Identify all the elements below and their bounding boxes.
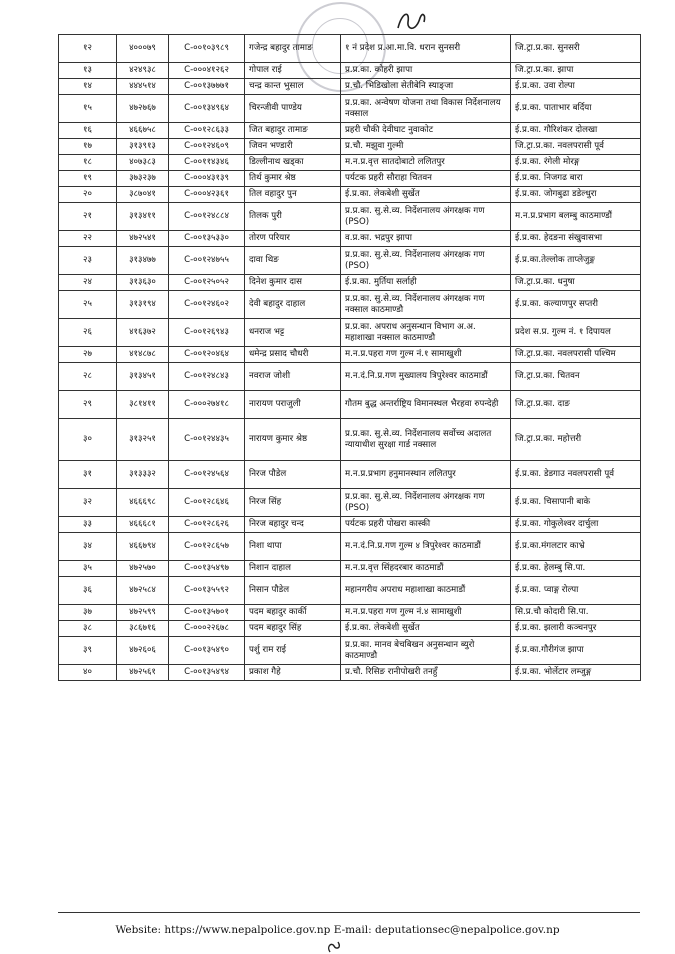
- table-row: [59, 155, 641, 171]
- signature-mark: [392, 6, 432, 36]
- transfer-office-cell: ई.प्र.का. उवा रोल्पा: [511, 79, 641, 95]
- police-id-cell: ३१३९१३: [117, 139, 169, 155]
- current-office-cell: प्र.प्र.का. सु.से.व्य. निर्देशनालय अंगरक्षक गण (PSO): [341, 203, 511, 231]
- name-cell: चन्द्र कान्त भुसाल: [245, 79, 341, 95]
- table-row: [59, 247, 641, 275]
- transfer-office-cell: जि.ट्रा.प्र.का. नवलपरासी पश्चिम: [511, 347, 641, 363]
- serial-number-cell: ३३: [59, 517, 117, 533]
- police-id-cell: ३८१४११: [117, 391, 169, 419]
- current-office-cell: प्र.चौ. मझुवा गुल्मी: [341, 139, 511, 155]
- table-row: [59, 231, 641, 247]
- serial-number-cell: २८: [59, 363, 117, 391]
- serial-number-cell: १६: [59, 123, 117, 139]
- table-row: [59, 95, 641, 123]
- current-office-cell: ई.प्र.का. लेकबेशी सुर्खेत: [341, 187, 511, 203]
- name-cell: तिर्थ कुमार श्रेष्ठ: [245, 171, 341, 187]
- name-cell: तिल वहादुर पुन: [245, 187, 341, 203]
- name-cell: तिलक पुरी: [245, 203, 341, 231]
- employee-code-cell: C-००१२०४६४: [169, 347, 245, 363]
- serial-number-cell: ३८: [59, 621, 117, 637]
- police-id-cell: ४०००७९: [117, 35, 169, 63]
- employee-code-cell: C-००१०३९८९: [169, 35, 245, 63]
- employee-code-cell: C-००१३७७७१: [169, 79, 245, 95]
- serial-number-cell: २९: [59, 391, 117, 419]
- table-row: [59, 123, 641, 139]
- police-id-cell: ४४४५१४: [117, 79, 169, 95]
- employee-code-cell: C-००१३४९६४: [169, 95, 245, 123]
- employee-code-cell: C-००१२८६५७: [169, 533, 245, 561]
- name-cell: निरज बहादुर चन्द: [245, 517, 341, 533]
- current-office-cell: ई.प्र.का. मुर्तिया सर्लाही: [341, 275, 511, 291]
- employee-code-cell: C-०००२७४१८: [169, 391, 245, 419]
- table-row: [59, 621, 641, 637]
- name-cell: गोपाल राई: [245, 63, 341, 79]
- transfer-office-cell: ई.प्र.का. जोगबुढा डडेल्धुरा: [511, 187, 641, 203]
- transfer-office-cell: ई.प्र.का.गौरीगंज झापा: [511, 637, 641, 665]
- current-office-cell: म.न.प्र.वृत्त सातदोबाटो ललितपुर: [341, 155, 511, 171]
- serial-number-cell: १३: [59, 63, 117, 79]
- current-office-cell: प्र.प्र.का. सु.से.व्य. निर्देशनालय अंगरक्षक गण (PSO): [341, 489, 511, 517]
- employee-code-cell: C-००११४३४६: [169, 155, 245, 171]
- transfer-office-cell: जि.ट्रा.प्र.का. नवलपरासी पूर्व: [511, 139, 641, 155]
- current-office-cell: पर्यटक प्रहरी सौराहा चितवन: [341, 171, 511, 187]
- employee-code-cell: C-००१२४७५५: [169, 247, 245, 275]
- employee-code-cell: C-००१२४४३५: [169, 419, 245, 461]
- name-cell: गजेन्द्र बहादुर तामाङ: [245, 35, 341, 63]
- serial-number-cell: ३०: [59, 419, 117, 461]
- police-id-cell: ३१३६३०: [117, 275, 169, 291]
- employee-code-cell: C-००१२८६३३: [169, 123, 245, 139]
- transfer-office-cell: ई.प्र.का. झलारी कञ्चनपुर: [511, 621, 641, 637]
- employee-code-cell: C-००१२४८४३: [169, 363, 245, 391]
- transfer-office-cell: ई.प्र.का. पाताभार बर्दिया: [511, 95, 641, 123]
- transfer-office-cell: सि.प्र.चौ कोदारी सि.पा.: [511, 605, 641, 621]
- serial-number-cell: १९: [59, 171, 117, 187]
- table-row: [59, 203, 641, 231]
- deputation-table: [58, 34, 640, 681]
- employee-code-cell: C-००१३५३३०: [169, 231, 245, 247]
- name-cell: नारायण कुमार श्रेष्ठ: [245, 419, 341, 461]
- employee-code-cell: C-०००२२६७८: [169, 621, 245, 637]
- transfer-office-cell: ई.प्र.का. रंगेली मोरङ्ग: [511, 155, 641, 171]
- serial-number-cell: २३: [59, 247, 117, 275]
- transfer-office-cell: प्रदेश स.प्र. गुल्म नं. १ दिपायल: [511, 319, 641, 347]
- table-row: [59, 187, 641, 203]
- name-cell: पर्शु राम राई: [245, 637, 341, 665]
- table-row: [59, 419, 641, 461]
- table-row: [59, 577, 641, 605]
- table-row: [59, 79, 641, 95]
- table-row: [59, 139, 641, 155]
- transfer-office-cell: ई.प्र.का. निजगढ बारा: [511, 171, 641, 187]
- serial-number-cell: १४: [59, 79, 117, 95]
- current-office-cell: १ नं प्रदेश प्र.आ.मा.वि. धरान सुनसरी: [341, 35, 511, 63]
- serial-number-cell: ३५: [59, 561, 117, 577]
- table-row: [59, 637, 641, 665]
- transfer-office-cell: ई.प्र.का.तेल्लोक ताप्लेजुङ्ग: [511, 247, 641, 275]
- employee-code-cell: C-००१२४५६४: [169, 461, 245, 489]
- footer-divider: [58, 912, 640, 913]
- name-cell: दिनेश कुमार दास: [245, 275, 341, 291]
- serial-number-cell: १२: [59, 35, 117, 63]
- table-row: [59, 517, 641, 533]
- serial-number-cell: ३४: [59, 533, 117, 561]
- name-cell: जित बहादुर तामाङ: [245, 123, 341, 139]
- current-office-cell: म.न.प्र.प्रभाग हनुमानस्थान ललितपुर: [341, 461, 511, 489]
- table-row: [59, 665, 641, 681]
- police-id-cell: ४६६७९४: [117, 533, 169, 561]
- employee-code-cell: C-००१२८६२६: [169, 517, 245, 533]
- serial-number-cell: ३२: [59, 489, 117, 517]
- serial-number-cell: ३७: [59, 605, 117, 621]
- employee-code-cell: C-००१३५४९०: [169, 637, 245, 665]
- police-id-cell: ४१४८७८: [117, 347, 169, 363]
- name-cell: निरज पौडेल: [245, 461, 341, 489]
- serial-number-cell: ३६: [59, 577, 117, 605]
- name-cell: धमेन्द्र प्रसाद चौधरी: [245, 347, 341, 363]
- name-cell: डिल्लीनाथ खड्का: [245, 155, 341, 171]
- serial-number-cell: २६: [59, 319, 117, 347]
- serial-number-cell: २५: [59, 291, 117, 319]
- employee-code-cell: C-०००४१२६२: [169, 63, 245, 79]
- serial-number-cell: ३९: [59, 637, 117, 665]
- table-row: [59, 605, 641, 621]
- current-office-cell: महानगरीय अपराध महाशाखा काठमाडौं: [341, 577, 511, 605]
- police-id-cell: ४७२७६७: [117, 95, 169, 123]
- transfer-office-cell: ई.प्र.का. गौरिशंकर दोलखा: [511, 123, 641, 139]
- employee-code-cell: C-००१२८६४६: [169, 489, 245, 517]
- current-office-cell: प्र.प्र.का. कोहरी झापा: [341, 63, 511, 79]
- police-id-cell: ४७२५६१: [117, 665, 169, 681]
- police-id-cell: ४६६६८१: [117, 517, 169, 533]
- transfer-office-cell: ई.प्र.का.मंगलटार काभ्रे: [511, 533, 641, 561]
- current-office-cell: प्र.प्र.का. सु.से.व्य. निर्देशनालय अंगरक्षक गण नक्साल काठमाण्डौ: [341, 291, 511, 319]
- name-cell: नारायण पराजुली: [245, 391, 341, 419]
- serial-number-cell: १७: [59, 139, 117, 155]
- police-id-cell: ३१३४११: [117, 203, 169, 231]
- current-office-cell: प्र.प्र.का. सु.से.व्य. निर्देशनालय अंगरक्षक गण (PSO): [341, 247, 511, 275]
- serial-number-cell: ४०: [59, 665, 117, 681]
- police-id-cell: ३१३१९४: [117, 291, 169, 319]
- employee-code-cell: C-०००४३१३९: [169, 171, 245, 187]
- transfer-office-cell: जि.ट्रा.प्र.का. धनुषा: [511, 275, 641, 291]
- table-row: [59, 533, 641, 561]
- police-id-cell: ४२४९३८: [117, 63, 169, 79]
- police-id-cell: ४७२६०६: [117, 637, 169, 665]
- police-id-cell: ३१३२५१: [117, 419, 169, 461]
- current-office-cell: प्रहरी चौकी देवीघाट नुवाकोट: [341, 123, 511, 139]
- transfer-office-cell: जि.ट्रा.प्र.का. सुनसरी: [511, 35, 641, 63]
- police-id-cell: ४७२५८४: [117, 577, 169, 605]
- employee-code-cell: C-००१३५५९२: [169, 577, 245, 605]
- serial-number-cell: ३१: [59, 461, 117, 489]
- employee-code-cell: C-००१३५४९७: [169, 561, 245, 577]
- employee-code-cell: C-००१२५०५२: [169, 275, 245, 291]
- name-cell: निशान दाहाल: [245, 561, 341, 577]
- name-cell: निशा थापा: [245, 533, 341, 561]
- name-cell: पदम बहादुर सिंह: [245, 621, 341, 637]
- current-office-cell: ई.प्र.का. लेकबेशी सुर्खेत: [341, 621, 511, 637]
- current-office-cell: प्र.चौ. भिडिखोला सेतीबेनि स्याङ्जा: [341, 79, 511, 95]
- transfer-office-cell: ई.प्र.का. चिसापानी बाके: [511, 489, 641, 517]
- name-cell: धनराज भट्ट: [245, 319, 341, 347]
- current-office-cell: प्र.प्र.का. मानव बेचबिखन अनुसन्धान ब्युरो काठमाण्डौ: [341, 637, 511, 665]
- serial-number-cell: १८: [59, 155, 117, 171]
- current-office-cell: गौतम बुद्ध अन्तर्राष्ट्रिय विमानस्थल भैरहवा रुपन्देही: [341, 391, 511, 419]
- table-row: [59, 489, 641, 517]
- employee-code-cell: C-००१२४८८४: [169, 203, 245, 231]
- current-office-cell: पर्यटक प्रहरी पोखरा कास्की: [341, 517, 511, 533]
- table-row: [59, 63, 641, 79]
- table-row: [59, 275, 641, 291]
- current-office-cell: प्र.प्र.का. अपराध अनुसन्धान विभाग अ.अ. महाशाखा नक्साल काठमाण्डौ: [341, 319, 511, 347]
- serial-number-cell: १५: [59, 95, 117, 123]
- table-row: [59, 291, 641, 319]
- serial-number-cell: २१: [59, 203, 117, 231]
- name-cell: निरज सिंह: [245, 489, 341, 517]
- transfer-office-cell: जि.ट्रा.प्र.का. दाङ: [511, 391, 641, 419]
- name-cell: निसान पौडेल: [245, 577, 341, 605]
- name-cell: देवी बहादुर दाहाल: [245, 291, 341, 319]
- transfer-office-cell: म.न.प्र.प्रभाग बलम्बु काठमाण्डौं: [511, 203, 641, 231]
- transfer-office-cell: जि.ट्रा.प्र.का. महोत्तरी: [511, 419, 641, 461]
- current-office-cell: प्र.प्र.का. सु.से.व्य. निर्देशनालय सर्वोच्च अदालत न्यायाधीश सुरक्षा गार्ड नक्साल: [341, 419, 511, 461]
- current-office-cell: म.न.प्र.पहरा गण गुल्म नं.४ सामाखुशी: [341, 605, 511, 621]
- employee-code-cell: C-००१२४६०९: [169, 139, 245, 155]
- transfer-office-cell: ई.प्र.का. प्वाङ्ग रोल्पा: [511, 577, 641, 605]
- transfer-office-cell: जि.ट्रा.प्र.का. चितवन: [511, 363, 641, 391]
- transfer-office-cell: जि.ट्रा.प्र.का. झापा: [511, 63, 641, 79]
- current-office-cell: म.न.दं.नि.प्र.गण गुल्म ४ त्रिपुरेश्वर काठमाडौं: [341, 533, 511, 561]
- table-row: [59, 461, 641, 489]
- current-office-cell: व.प्र.का. भद्रपुर झापा: [341, 231, 511, 247]
- name-cell: दावा थिङ: [245, 247, 341, 275]
- police-id-cell: ४०७३८३: [117, 155, 169, 171]
- police-id-cell: ३१३४७७: [117, 247, 169, 275]
- police-id-cell: ४७२५७०: [117, 561, 169, 577]
- serial-number-cell: २०: [59, 187, 117, 203]
- name-cell: चिरन्जीवी पाण्डेय: [245, 95, 341, 123]
- employee-code-cell: C-००१३५४९४: [169, 665, 245, 681]
- police-id-cell: ४७२५४१: [117, 231, 169, 247]
- name-cell: नवराज जोशी: [245, 363, 341, 391]
- employee-code-cell: C-०००४२३६१: [169, 187, 245, 203]
- name-cell: प्रकाश गैहे: [245, 665, 341, 681]
- current-office-cell: म.न.प्र.वृत्त सिंहदरबार काठमाडौं: [341, 561, 511, 577]
- transfer-office-cell: ई.प्र.का. डेडगाउ नवलपरासी पूर्व: [511, 461, 641, 489]
- table-row: [59, 319, 641, 347]
- transfer-office-cell: ई.प्र.का. हेलम्बु सि.पा.: [511, 561, 641, 577]
- police-id-cell: ४१६३७२: [117, 319, 169, 347]
- table-row: [59, 347, 641, 363]
- police-id-cell: ३७३२३७: [117, 171, 169, 187]
- employee-code-cell: C-००१२४६०२: [169, 291, 245, 319]
- serial-number-cell: २२: [59, 231, 117, 247]
- police-id-cell: ४६६६९८: [117, 489, 169, 517]
- employee-code-cell: C-००१३५७०१: [169, 605, 245, 621]
- police-id-cell: ३१३४५१: [117, 363, 169, 391]
- police-id-cell: ३१३३३२: [117, 461, 169, 489]
- transfer-office-cell: ई.प्र.का. हेदङना संखुवासभा: [511, 231, 641, 247]
- employee-code-cell: C-००१२६९४३: [169, 319, 245, 347]
- serial-number-cell: २७: [59, 347, 117, 363]
- police-id-cell: ३८६७१६: [117, 621, 169, 637]
- name-cell: पदम बहादुर कार्की: [245, 605, 341, 621]
- current-office-cell: म.न.दं.नि.प्र.गण मुख्यालय त्रिपुरेश्वर काठमाडौं: [341, 363, 511, 391]
- page-number-mark: [322, 940, 346, 954]
- name-cell: तोरण परियार: [245, 231, 341, 247]
- name-cell: जिवन भण्डारी: [245, 139, 341, 155]
- transfer-office-cell: ई.प्र.का. गोकुलेश्वर दार्चुला: [511, 517, 641, 533]
- transfer-office-cell: ई.प्र.का. कल्याणपुर सप्तरी: [511, 291, 641, 319]
- serial-number-cell: २४: [59, 275, 117, 291]
- current-office-cell: प्र.चौ. रिसिङ रानीपोखरी तनहुँ: [341, 665, 511, 681]
- current-office-cell: म.न.प्र.पहरा गण गुल्म नं.१ सामाखुशी: [341, 347, 511, 363]
- transfer-office-cell: ई.प्र.का. भोर्लेटार लम्जुङ्ग: [511, 665, 641, 681]
- table-row: [59, 363, 641, 391]
- current-office-cell: प्र.प्र.का. अन्वेषण योजना तथा विकास निर्देशनालय नक्साल: [341, 95, 511, 123]
- table-row: [59, 171, 641, 187]
- table-row: [59, 391, 641, 419]
- table-row: [59, 561, 641, 577]
- police-id-cell: ४७२५९९: [117, 605, 169, 621]
- police-id-cell: ३८७०४१: [117, 187, 169, 203]
- footer-contact: Website: https://www.nepalpolice.gov.np E-mail: deputationsec@nepalpolice.gov.np: [115, 924, 560, 936]
- table-row: [59, 35, 641, 63]
- police-id-cell: ४६६७५८: [117, 123, 169, 139]
